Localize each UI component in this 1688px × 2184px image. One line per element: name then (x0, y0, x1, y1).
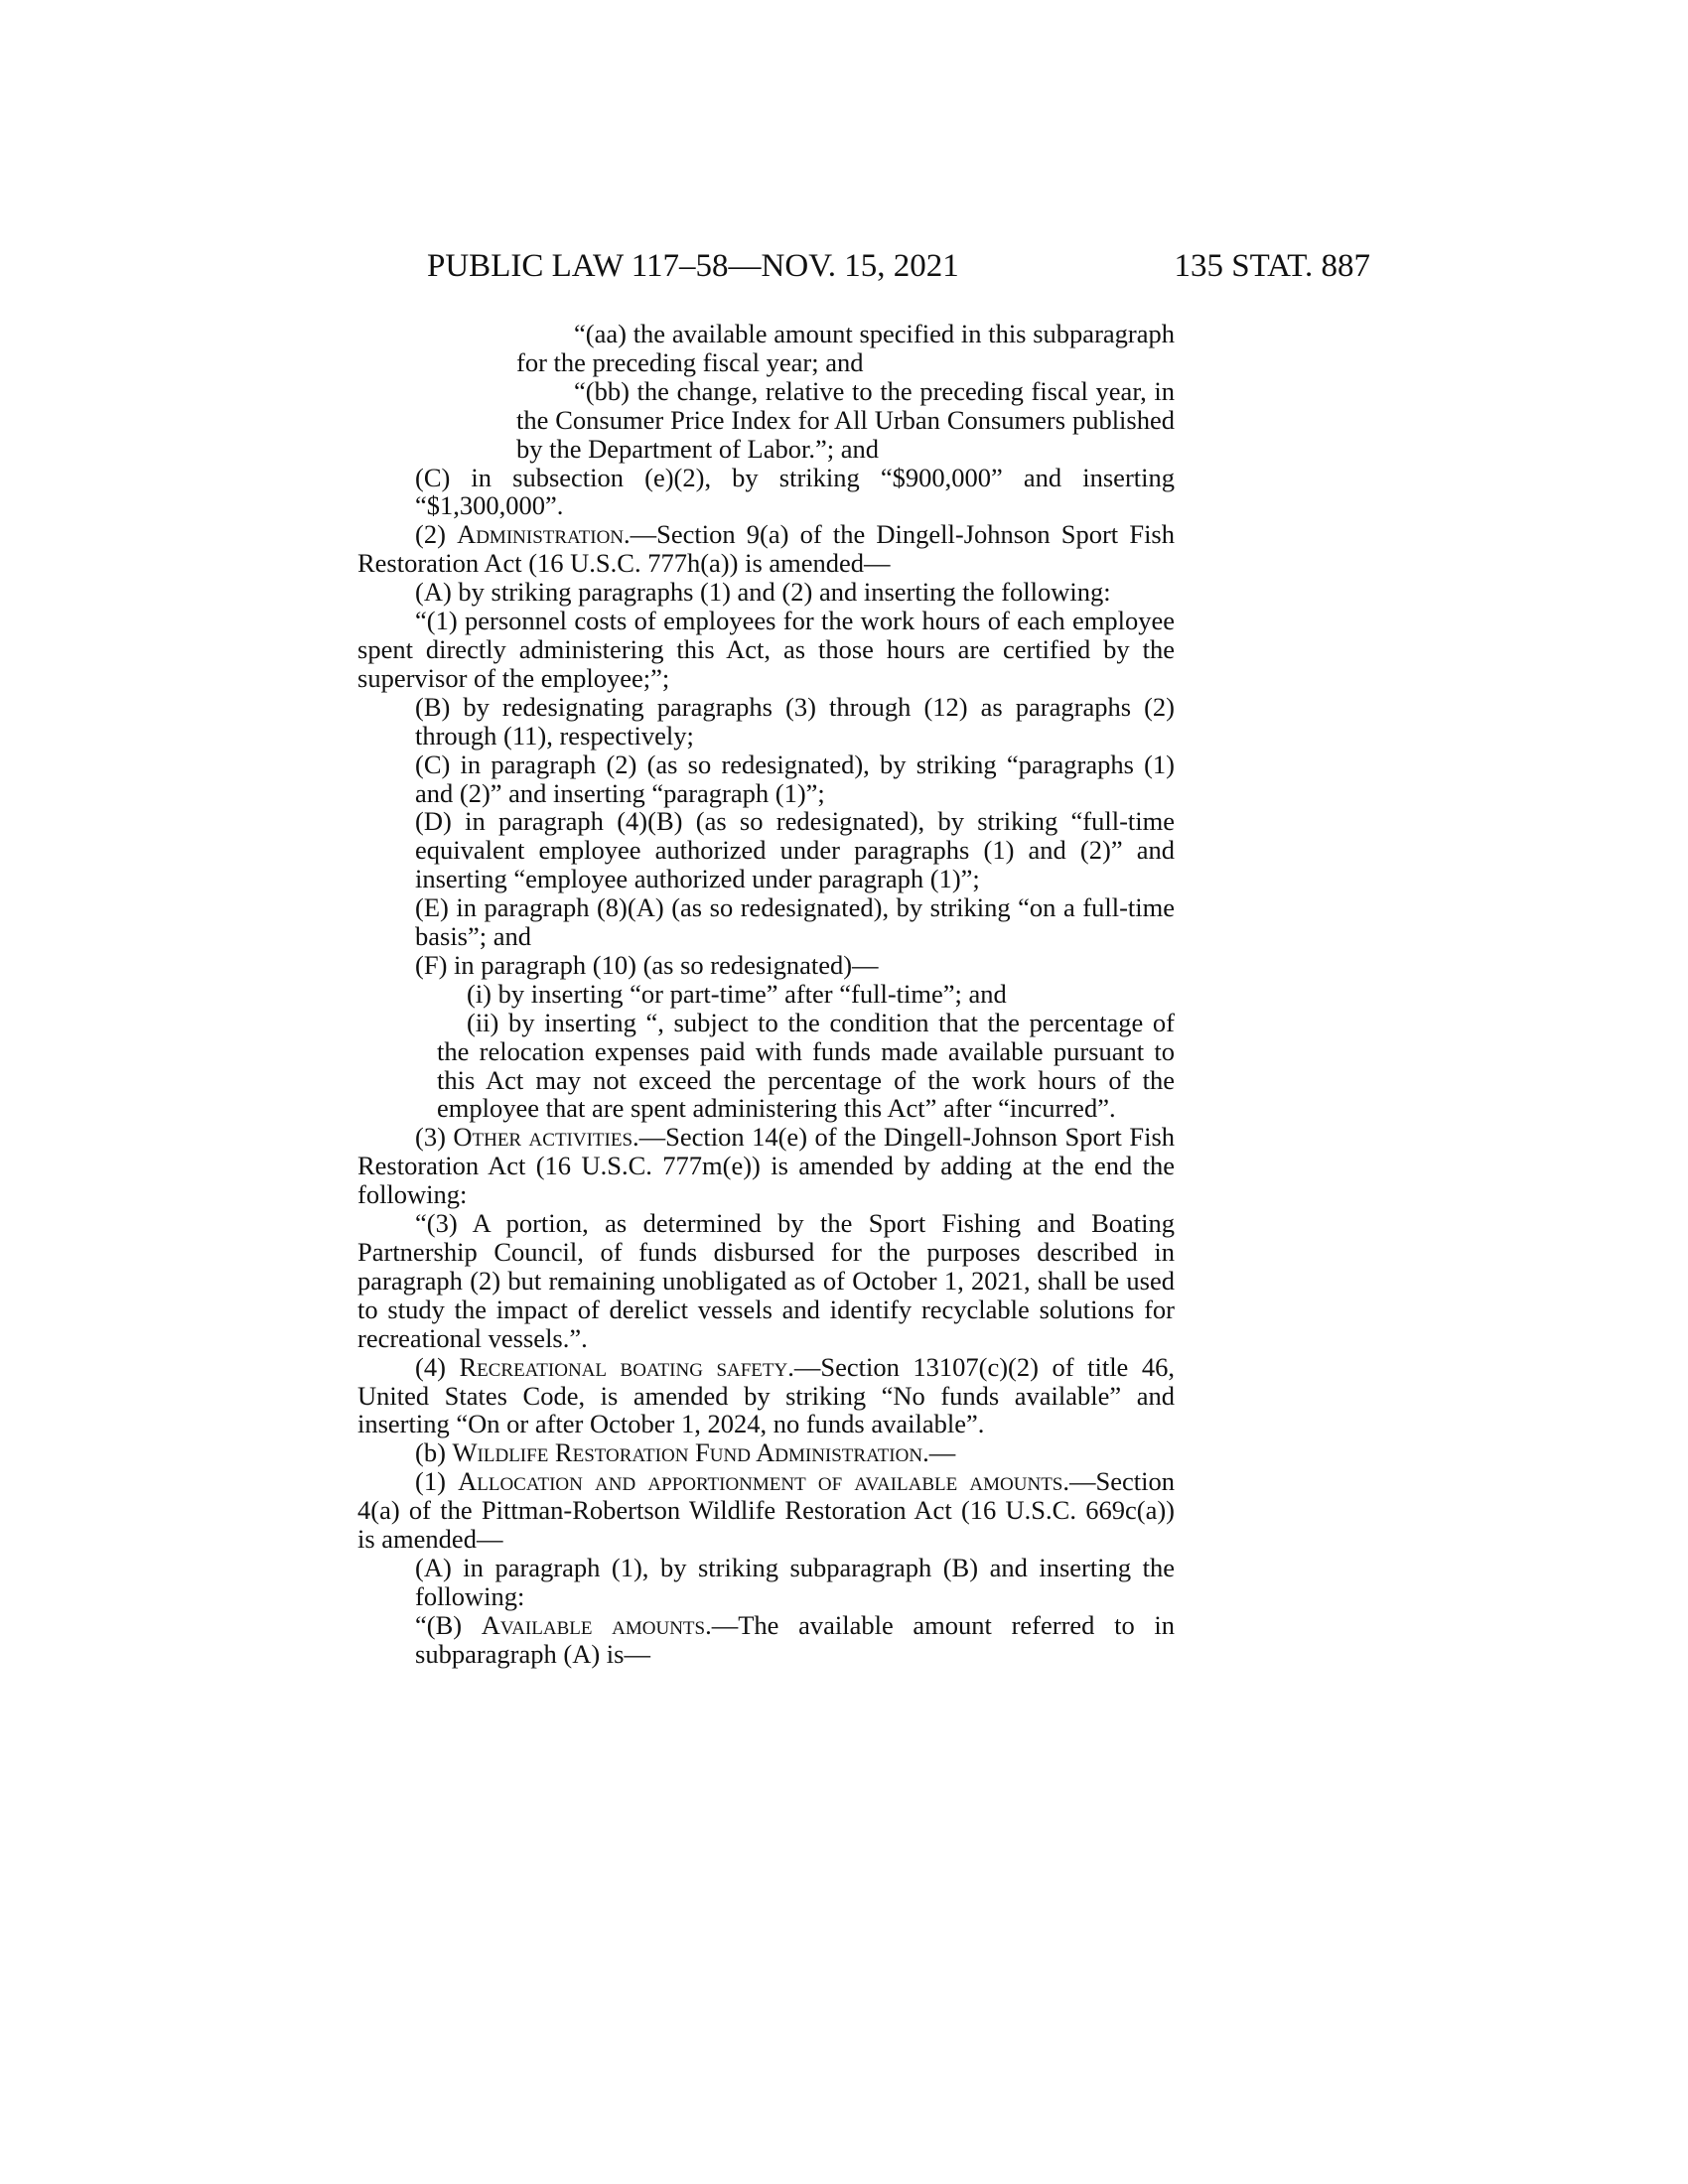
paragraph-designator: (b) (415, 1437, 453, 1468)
document-body (357, 320, 1175, 1669)
paragraph-text: (D) in paragraph (4)(B) (as so redesignated), by striking “full-time equivalent employee authorized under paragraphs (1) and (2)” and inserting “employee authorized under paragraph (1)”; (415, 806, 1175, 894)
paragraph-text: (A) in paragraph (1), by striking subparagraph (B) and inserting the following: (415, 1552, 1175, 1611)
paragraph-text: —Section 9(a) of the Dingell-Johnson Sport Fish Restoration Act (16 U.S.C. 777h(a)) is amended— (357, 519, 1175, 579)
section-heading: Available amounts. (481, 1609, 712, 1640)
paragraph-designator: (1) (415, 1466, 459, 1497)
paragraph-text: —The available amount referred to in subparagraph (A) is— (415, 1609, 1176, 1669)
paragraph (357, 807, 1175, 893)
paragraph (357, 377, 1175, 464)
paragraph (357, 1438, 1175, 1467)
paragraph-text: —Section 4(a) of the Pittman-Robertson Wildlife Restoration Act (16 U.S.C. 669c(a)) is amended— (357, 1466, 1175, 1555)
paragraph-text: “(1) personnel costs of employees for the work hours of each employee spent directly administering this Act, as those hours are certified by the supervisor of the employee;”; (357, 606, 1175, 693)
paragraph-text: (B) by redesignating paragraphs (3) through (12) as paragraphs (2) through (11), respectively; (415, 691, 1175, 751)
page-number: 135 STAT. 887 (1174, 248, 1370, 284)
paragraph-designator: (2) (415, 519, 458, 550)
paragraph-text: —Section 13107(c)(2) of title 46, United States Code, is amended by striking “No funds available” and inserting “On or after October 1, 2024, no funds available”. (357, 1351, 1175, 1439)
section-heading: Administration. (457, 519, 631, 550)
paragraph-text: “(bb) the change, relative to the preceding fiscal year, in the Consumer Price Index for All Urban Consumers published by the Department of Labor.”; and (516, 375, 1175, 464)
paragraph (357, 578, 1175, 607)
section-heading: Wildlife Restoration Fund Administration. (452, 1437, 929, 1468)
paragraph-designator: (3) (415, 1122, 454, 1153)
paragraph-text: —Section 14(e) of the Dingell-Johnson Sport Fish Restoration Act (16 U.S.C. 777m(e)) is amended by adding at the end the following: (357, 1122, 1176, 1210)
paragraph-text: (F) in paragraph (10) (as so redesignated)— (415, 949, 879, 980)
paragraph (357, 1467, 1175, 1554)
running-head: PUBLIC LAW 117–58—NOV. 15, 2021 (427, 248, 959, 284)
section-heading: Other activities. (453, 1122, 639, 1153)
paragraph (357, 1009, 1175, 1124)
paragraph (357, 1209, 1175, 1353)
section-heading: Recreational boating safety. (459, 1351, 794, 1382)
paragraph-text: — (928, 1437, 956, 1468)
paragraph (357, 464, 1175, 521)
paragraph (357, 693, 1175, 751)
paragraph-text: (C) in subsection (e)(2), by striking “$900,000” and inserting “$1,300,000”. (415, 462, 1175, 521)
paragraph-text: (C) in paragraph (2) (as so redesignated), by striking “paragraphs (1) and (2)” and inserting “paragraph (1)”; (415, 749, 1175, 808)
paragraph (357, 980, 1175, 1009)
paragraph (357, 520, 1175, 578)
paragraph (357, 1353, 1175, 1439)
paragraph-designator: (4) (415, 1351, 460, 1382)
paragraph-text: “(3) A portion, as determined by the Sport Fishing and Boating Partnership Council, of funds disbursed for the purposes described in paragraph (2) but remaining unobligated as of October 1, 2021, shall be used to study the impact of derelict vessels and identify recyclable solutions for recreational vessels.”. (357, 1208, 1175, 1353)
paragraph-designator: “(B) (415, 1609, 482, 1640)
paragraph-text: (A) by striking paragraphs (1) and (2) and inserting the following: (415, 577, 1111, 608)
paragraph (357, 893, 1175, 951)
paragraph (357, 751, 1175, 808)
paragraph (357, 1554, 1175, 1611)
paragraph (357, 951, 1175, 980)
paragraph (357, 1611, 1175, 1669)
paragraph-text: (ii) by inserting “, subject to the condition that the percentage of the relocation expenses paid with funds made available pursuant to this Act may not exceed the percentage of the work hours of the employee that are spent administering this Act” after “incurred”. (437, 1007, 1175, 1124)
paragraph (357, 1123, 1175, 1209)
paragraph-text: (i) by inserting “or part-time” after “full-time”; and (467, 978, 1007, 1009)
paragraph-text: “(aa) the available amount specified in this subparagraph for the preceding fiscal year; and (516, 319, 1175, 377)
paragraph (357, 320, 1175, 377)
paragraph-text: (E) in paragraph (8)(A) (as so redesignated), by striking “on a full-time basis”; and (415, 892, 1175, 952)
paragraph (357, 607, 1175, 693)
section-heading: Allocation and apportionment of available amounts. (458, 1466, 1069, 1497)
page-header (0, 246, 1688, 296)
